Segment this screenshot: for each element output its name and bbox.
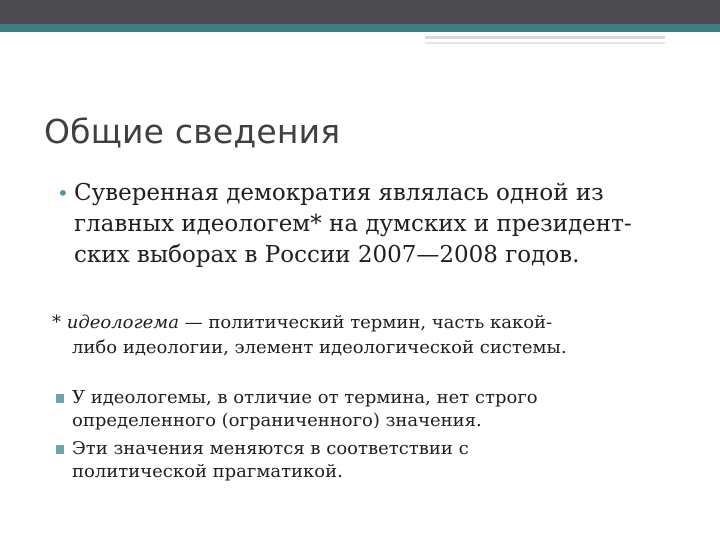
sub-bullet-line: Эти значения меняются в соответствии с [72, 438, 469, 459]
main-bullet [57, 178, 697, 271]
main-bullet-text [74, 178, 697, 271]
square-bullet-icon [56, 394, 64, 403]
decorative-line [425, 42, 680, 44]
main-bullet-line: Суверенная демократия являлась одной из [74, 180, 604, 206]
slide-title: Общие сведения [44, 112, 341, 151]
decorative-gap [665, 35, 720, 45]
footnote-definition: — политический термин, часть какой- [178, 312, 553, 333]
header-dark-bar [0, 0, 720, 24]
main-bullet-line: ских выборах в России 2007—2008 годов. [74, 242, 580, 268]
header-teal-bar [0, 24, 720, 32]
sub-bullet-text [72, 386, 676, 432]
sub-bullet [56, 437, 676, 483]
footnote-term: идеологема [66, 312, 179, 333]
footnote-line: либо идеологии, элемент идеологической системы. [72, 337, 567, 358]
sub-bullet-text [72, 437, 676, 483]
main-bullet-line: главных идеологем* на думских и президент- [74, 211, 632, 237]
footnote-star: * [52, 312, 67, 333]
bullet-dot-icon: • [57, 181, 69, 205]
sub-bullet [56, 386, 676, 432]
square-bullet-icon [56, 445, 64, 454]
sub-bullet-line: У идеологемы, в отличие от термина, нет строго [72, 387, 538, 408]
footnote [52, 310, 567, 360]
sub-bullet-line: политической прагматикой. [72, 461, 343, 482]
sub-bullet-line: определенного (ограниченного) значения. [72, 410, 482, 431]
decorative-lines [425, 32, 720, 48]
footnote-line [52, 310, 567, 335]
